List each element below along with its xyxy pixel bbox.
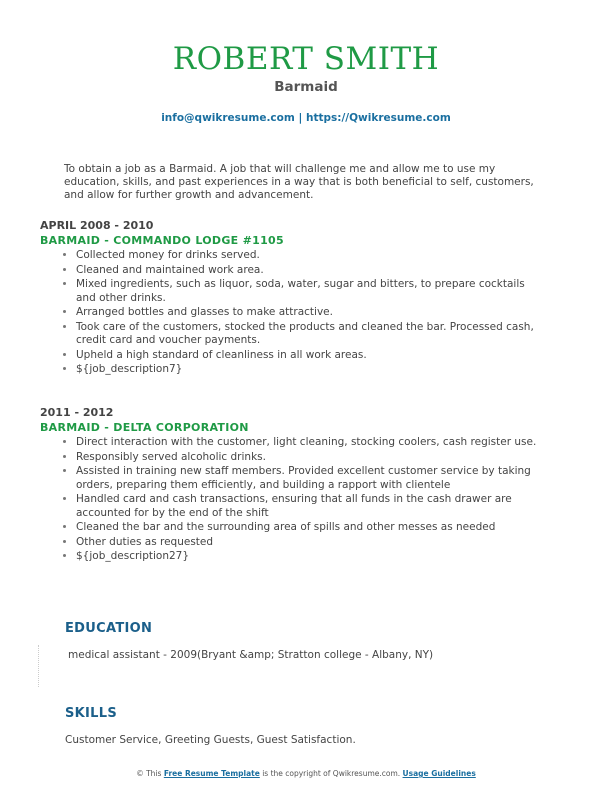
usage-guidelines-link[interactable]: Usage Guidelines	[402, 769, 476, 778]
duty-item: • Direct interaction with the customer, light cleaning, stocking coolers, cash register use.	[76, 436, 540, 450]
candidate-name: ROBERT SMITH	[172, 41, 440, 77]
duty-list	[40, 436, 540, 564]
job-title: BARMAID - DELTA CORPORATION	[40, 421, 249, 434]
skills-text: Customer Service, Greeting Guests, Guest Satisfaction.	[65, 734, 356, 746]
summary-text: To obtain a job as a Barmaid. A job that will challenge me and allow me to use my education, skills, and past experiences in a way that is both beneficial to self, customers, and allow for further growth and advancement.	[64, 163, 534, 201]
job-title: BARMAID - COMMANDO LODGE #1105	[40, 234, 284, 247]
duty-item: • ${job_description7}	[76, 363, 540, 377]
footer-middle: is the copyright of Qwikresume.com.	[259, 769, 403, 778]
skills-heading: SKILLS	[65, 706, 118, 721]
duty-item: • Cleaned the bar and the surrounding area of spills and other messes as needed	[76, 521, 540, 535]
duty-item: • Took care of the customers, stocked the products and cleaned the bar. Processed cash, credit card and voucher payments.	[76, 321, 540, 348]
education-heading: EDUCATION	[65, 621, 153, 636]
website-link[interactable]: https://Qwikresume.com	[305, 112, 451, 124]
footer-prefix: © This	[136, 769, 164, 778]
free-resume-template-link[interactable]: Free Resume Template	[163, 769, 260, 778]
education-divider	[38, 645, 42, 687]
duty-item: • Other duties as requested	[76, 536, 540, 550]
education-entry: medical assistant - 2009(Bryant &amp; Stratton college - Albany, NY)	[68, 649, 434, 661]
duty-item: • Assisted in training new staff members. Provided excellent customer service by taking orders, preparing them efficiently, and building a rapport with clientele	[76, 465, 540, 492]
experience-entry-1	[40, 219, 540, 378]
contact-line	[0, 111, 612, 125]
duty-item: • Upheld a high standard of cleanliness in all work areas.	[76, 349, 540, 363]
job-dates: APRIL 2008 - 2010	[40, 219, 154, 232]
email-link[interactable]: info@qwikresume.com	[161, 112, 295, 124]
duty-item: • Arranged bottles and glasses to make attractive.	[76, 306, 540, 320]
duty-item: • Mixed ingredients, such as liquor, soda, water, sugar and bitters, to prepare cocktails and other drinks.	[76, 278, 540, 305]
duty-item: • Cleaned and maintained work area.	[76, 264, 540, 278]
experience-entry-2	[40, 406, 540, 565]
candidate-role: Barmaid	[274, 79, 338, 95]
duty-item: • Handled card and cash transactions, ensuring that all funds in the cash drawer are accounted for by the end of the shift	[76, 493, 540, 520]
duty-item: • Collected money for drinks served.	[76, 249, 540, 263]
duty-item: • Responsibly served alcoholic drinks.	[76, 451, 540, 465]
footer	[0, 769, 612, 779]
duty-item: • ${job_description27}	[76, 550, 540, 564]
duty-list	[40, 249, 540, 377]
contact-separator: |	[294, 112, 306, 124]
job-dates: 2011 - 2012	[40, 406, 114, 419]
